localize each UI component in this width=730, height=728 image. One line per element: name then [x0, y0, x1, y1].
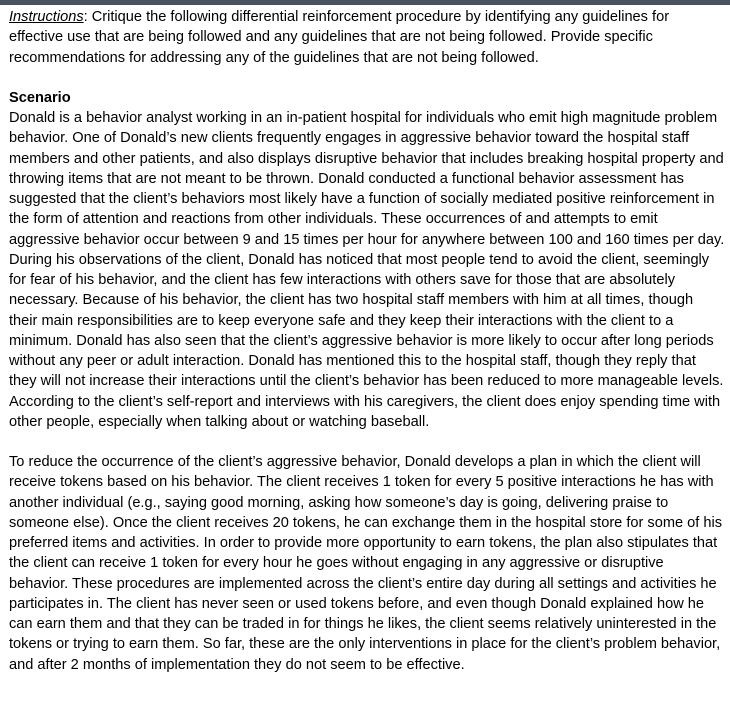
scenario-heading: Scenario	[9, 89, 71, 106]
scenario-paragraph-2: To reduce the occurrence of the client’s aggressive behavior, Donald develops a plan in which the client will receive tokens based on his behavior. The client receives 1 token for every 5 positive interactions he has with another individual (e.g., saying good morning, asking how someone’s day is going, delivering praise to someone else). Once the client receives 20 tokens, he can exchange them in the hospital store for some of his preferred items and activities. In order to provide more opportunity to earn tokens, the plan also stipulates that the client can receive 1 token for every hour he goes without engaging in any aggressive or disruptive behavior. These procedures are implemented across the client’s entire day during all settings and activities he participates in. The client has never seen or used tokens before, and even though Donald explained how he can earn them and that they can be traded in for things he likes, the client seems relatively uninterested in the tokens or trying to earn them. So far, these are the only interventions in place for the client’s problem behavior, and after 2 months of implementation they do not seem to be effective.	[9, 454, 723, 673]
document-body	[9, 7, 725, 675]
instructions-text: : Critique the following differential reinforcement procedure by identifying any guidelines for effective use that are being followed and any guidelines that are not being followed. Provide specific recommendations for addressing any of the guidelines that are not being followed.	[9, 9, 670, 66]
instructions-paragraph	[9, 7, 725, 68]
paragraph-spacer	[9, 432, 725, 452]
instructions-label: Instructions	[9, 9, 84, 25]
window-top-bar	[0, 0, 730, 5]
paragraph-spacer	[9, 68, 725, 88]
scenario-paragraph-1: Donald is a behavior analyst working in an in-patient hospital for individuals who emit high magnitude problem behavior. One of Donald’s new clients frequently engages in aggressive behavior toward the hospital staff members and other patients, and also displays disruptive behavior that includes breaking hospital property and throwing items that are not meant to be thrown. Donald conducted a functional behavior assessment has suggested that the client’s behaviors most likely have a function of socially mediated positive reinforcement in the form of attention and reactions from other individuals. These occurrences of and attempts to emit aggressive behavior occur between 9 and 15 times per hour for anywhere between 100 and 160 times per day. During his observations of the client, Donald has noticed that most people tend to avoid the client, seemingly for fear of his behavior, and the client has few interactions with others save for those that are absolutely necessary. Because of his behavior, the client has two hospital staff members with him at all times, though their main responsibilities are to keep everyone safe and they keep their interactions with the client to a minimum. Donald has also seen that the client’s aggressive behavior is more likely to occur after long periods without any peer or adult interaction. Donald has mentioned this to the hospital staff, though they reply that they will not increase their interactions until the client’s behavior has been reduced to more manageable levels. According to the client’s self-report and interviews with his caregivers, the client does enjoy spending time with other people, especially when talking about or watching baseball.	[9, 110, 725, 430]
